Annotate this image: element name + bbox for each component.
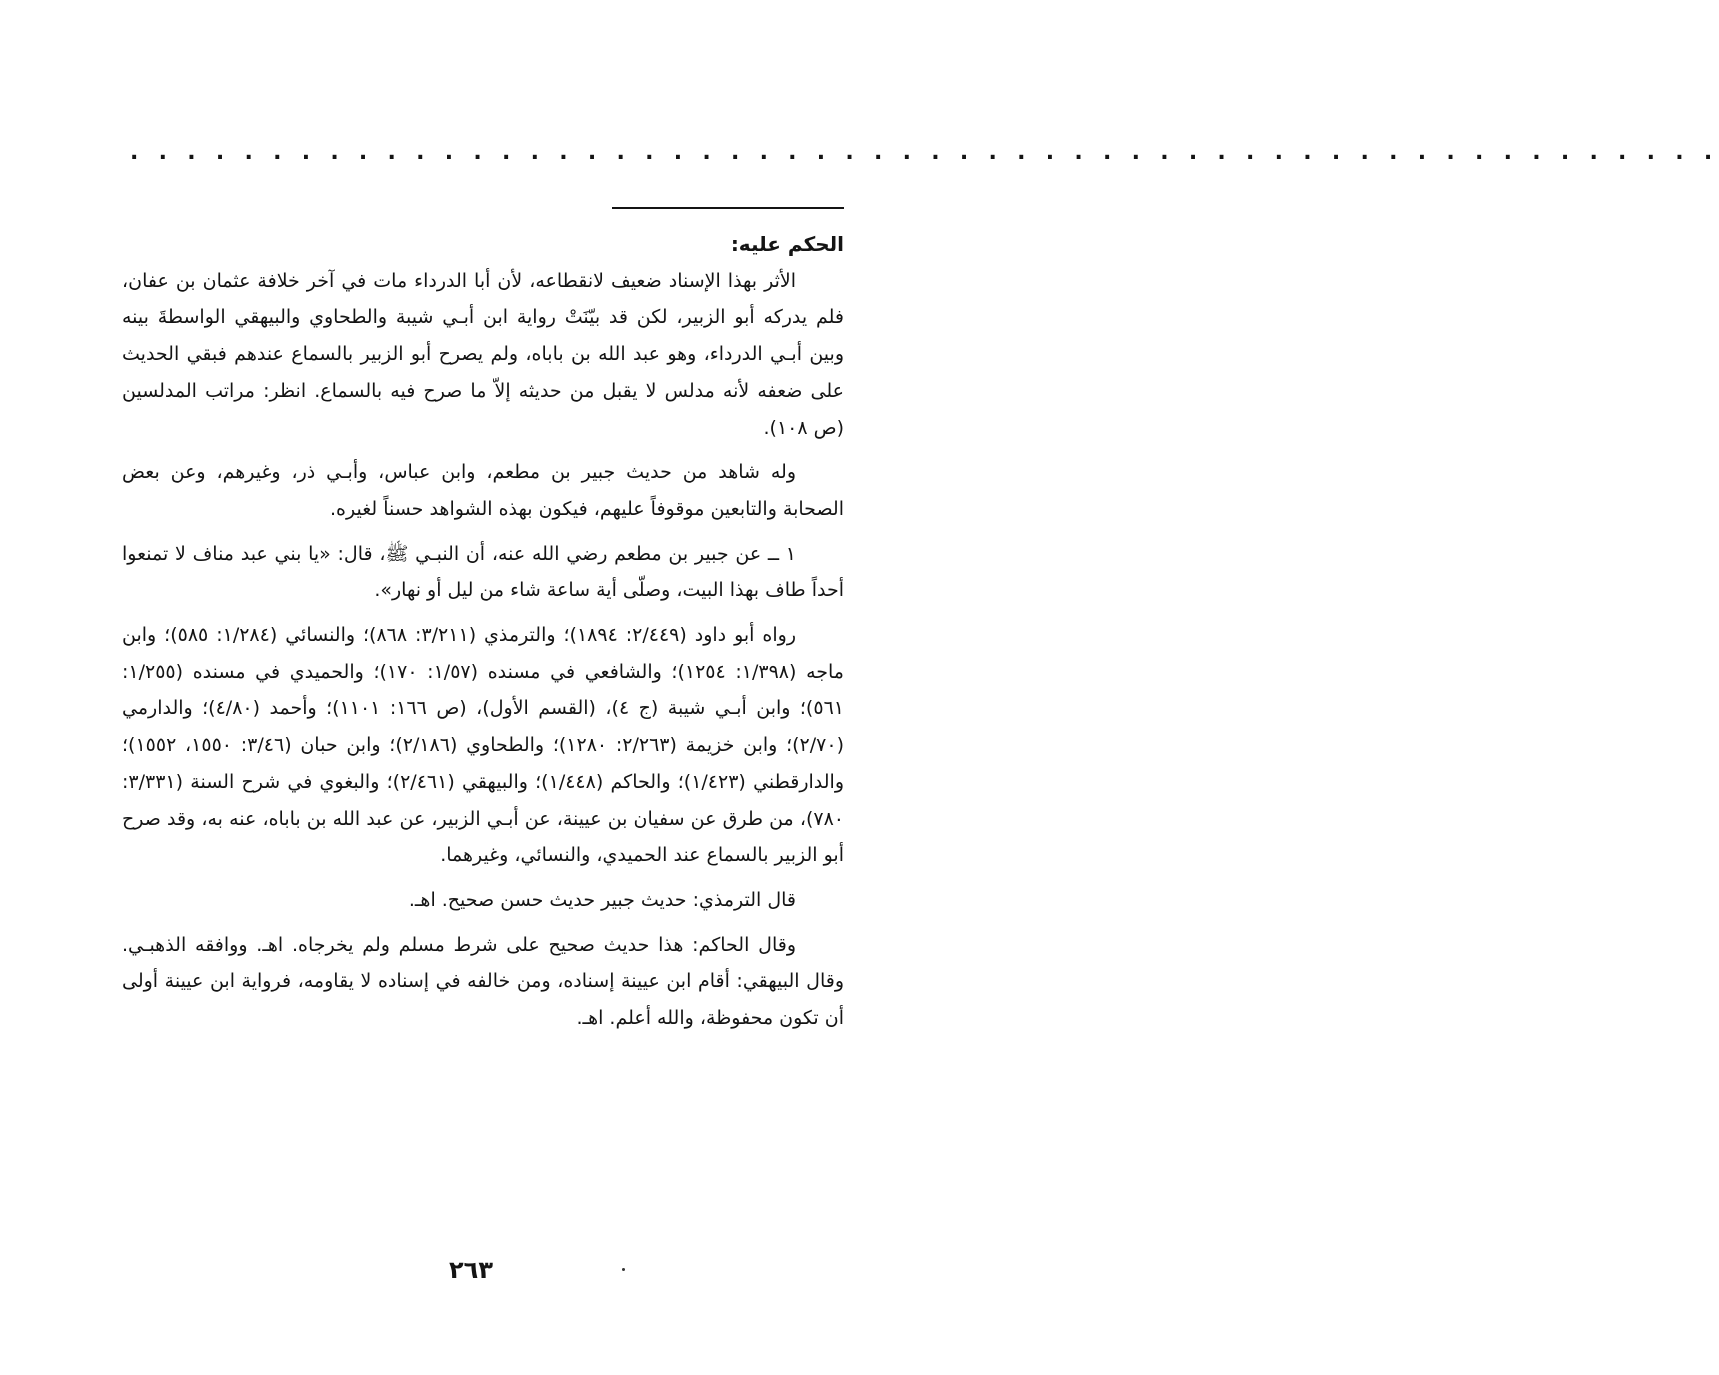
scan-speck xyxy=(622,1268,625,1271)
page-body xyxy=(122,226,844,1037)
footnote-rule xyxy=(612,207,844,209)
paragraph-tirmidhi: قال الترمذي: حديث جبير حديث حسن صحيح. اهـ. xyxy=(408,888,796,911)
page-number: ٢٦٣ xyxy=(449,1256,493,1284)
paragraph-hakim: وقال الحاكم: هذا حديث صحيح على شرط مسلم ولم يخرجاه. اهـ. ووافقه الذهبـي. وقال البيهقي: أقام ابن عيينة إسناده، ومن خالفه في إسناده لا يقاومه، فرواية ابن عيينة أولى أن تكون محفوظة، والله أعلم. اهـ. xyxy=(122,933,844,1030)
paragraph-hadith-1: ١ ــ عن جبير بن مطعم رضي الله عنه، أن النبـي ﷺ، قال: «يا بني عبد مناف لا تمنعوا أحداً طاف بهذا البيت، وصلّى أية ساعة شاء من ليل أو نهار». xyxy=(122,542,844,602)
separator-dots: . . . . . . . . . . . . . . . . . . . . . . . . . . . . . . . . . . . . . . . . . . . . . . . . . . . . . . . . xyxy=(130,140,1719,165)
paragraph-witnesses: وله شاهد من حديث جبير بن مطعم، وابن عباس، وأبـي ذر، وغيرهم، وعن بعض الصحابة والتابعين موقوفاً عليهم، فيكون بهذه الشواهد حسناً لغيره. xyxy=(122,461,844,520)
paragraph-sources: رواه أبو داود (٢/٤٤٩: ١٨٩٤)؛ والترمذي (٣/٢١١: ٨٦٨)؛ والنسائي (١/٢٨٤: ٥٨٥)؛ وابن ماجه (١/٣٩٨: ١٢٥٤)؛ والشافعي في مسنده (١/٥٧: ١٧٠)؛ والحميدي في مسنده (١/٢٥٥: ٥٦١)؛ وابن أبـي شيبة (ج ٤)، (القسم الأول)، (ص ١٦٦: ١١٠١)؛ وأحمد (٤/٨٠)؛ والدارمي (٢/٧٠)؛ وابن خزيمة (٢/٢٦٣: ١٢٨٠)؛ والطحاوي (٢/١٨٦)؛ وابن حبان (٣/٤٦: ١٥٥٠، ١٥٥٢)؛ والدارقطني (١/٤٢٣)؛ والحاكم (١/٤٤٨)؛ والبيهقي (٢/٤٦١)؛ والبغوي في شرح السنة (٣/٣٣١: ٧٨٠)، من طرق عن سفيان بن عيينة، عن أبـي الزبير، عن عبد الله بن باباه، عنه به، وقد صرح أبو الزبير بالسماع عند الحميدي، والنسائي، وغيرهما. xyxy=(122,624,844,867)
paragraph-ruling: الأثر بهذا الإسناد ضعيف لانقطاعه، لأن أبا الدرداء مات في آخر خلافة عثمان بن عفان، فلم يدركه أبو الزبير، لكن قد بيّنَتْ رواية ابن أبـي شيبة والطحاوي والبيهقي الواسطةَ بينه وبين أبـي الدرداء، وهو عبد الله بن باباه، ولم يصرح أبو الزبير بالسماع عندهم فبقي الحديث على ضعفه لأنه مدلس لا يقبل من حديثه إلاّ ما صرح فيه بالسماع. انظر: مراتب المدلسين (ص ١٠٨). xyxy=(122,269,844,439)
section-heading: الحكم عليه: xyxy=(730,232,844,256)
